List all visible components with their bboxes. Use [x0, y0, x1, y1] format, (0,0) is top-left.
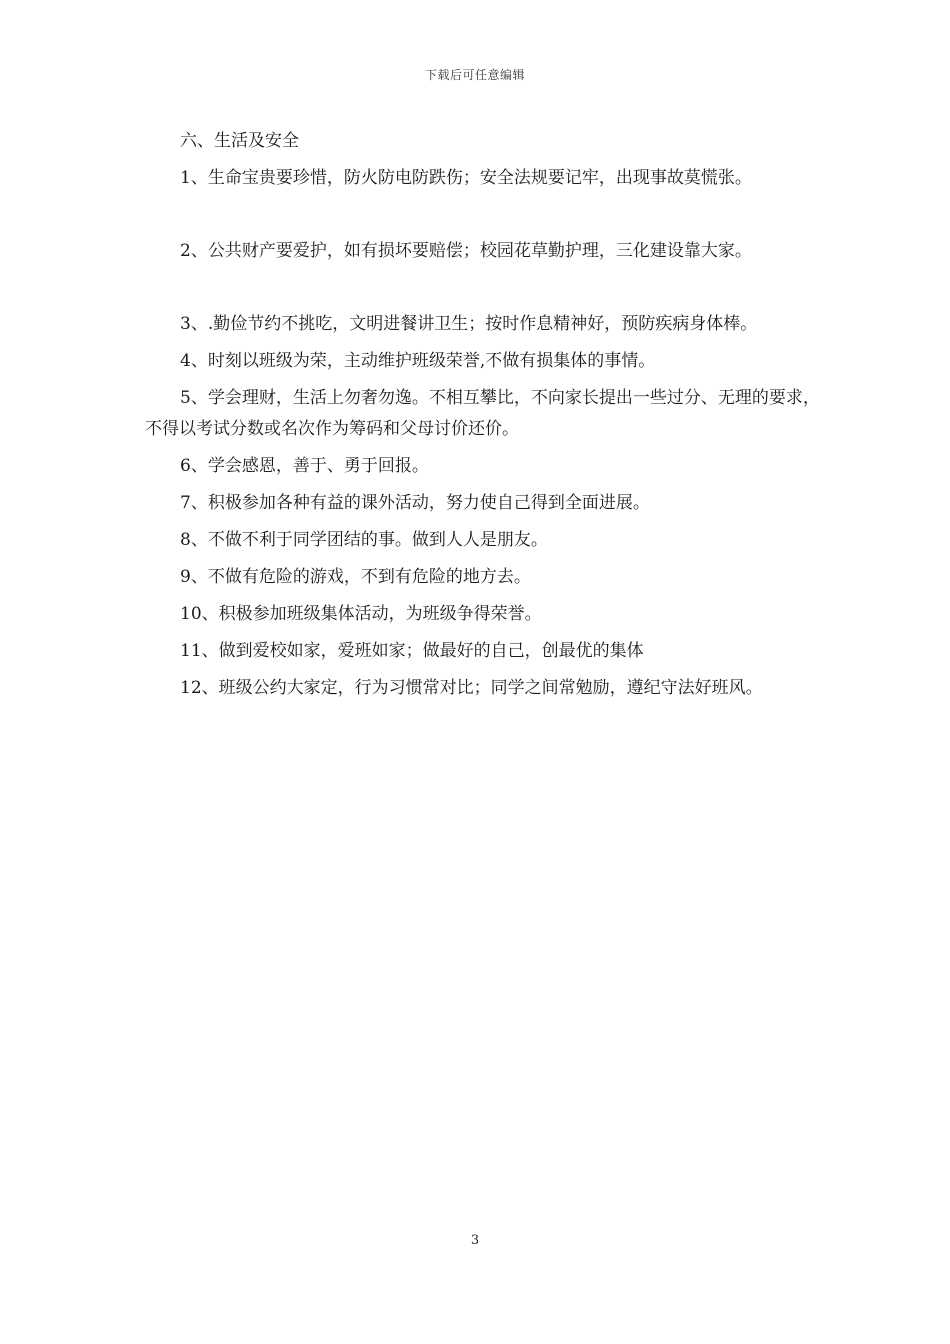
list-item: 5、学会理财，生活上勿奢勿逸。不相互攀比，不向家长提出一些过分、无理的要求，不得以考试分数或名次作为筹码和父母讨价还价。 — [145, 388, 820, 439]
section-heading: 六、生活及安全 — [180, 131, 299, 151]
list-item: 10、积极参加班级集体活动，为班级争得荣誉。 — [180, 604, 542, 624]
list-item: 3、.勤俭节约不挑吃，文明进餐讲卫生；按时作息精神好，预防疾病身体棒。 — [180, 314, 758, 334]
list-item: 8、不做不利于同学团结的事。做到人人是朋友。 — [180, 530, 548, 550]
list-item: 4、时刻以班级为荣，主动维护班级荣誉,不做有损集体的事情。 — [180, 351, 656, 371]
list-item: 6、学会感恩，善于、勇于回报。 — [180, 456, 429, 476]
list-item: 9、不做有危险的游戏，不到有危险的地方去。 — [180, 567, 531, 587]
list-item: 2、公共财产要爱护，如有损坏要赔偿；校园花草勤护理，三化建设靠大家。 — [180, 241, 752, 261]
page-header: 下载后可任意编辑 — [424, 68, 525, 82]
list-item: 1、生命宝贵要珍惜，防火防电防跌伤；安全法规要记牢，出现事故莫慌张。 — [180, 168, 752, 188]
page-number: 3 — [470, 1233, 480, 1248]
list-item: 7、积极参加各种有益的课外活动，努力使自己得到全面进展。 — [180, 493, 650, 513]
list-item: 11、做到爱校如家，爱班如家；做最好的自己，创最优的集体 — [180, 641, 644, 661]
list-item: 12、班级公约大家定，行为习惯常对比；同学之间常勉励，遵纪守法好班风。 — [180, 678, 763, 698]
document-body — [145, 126, 825, 710]
